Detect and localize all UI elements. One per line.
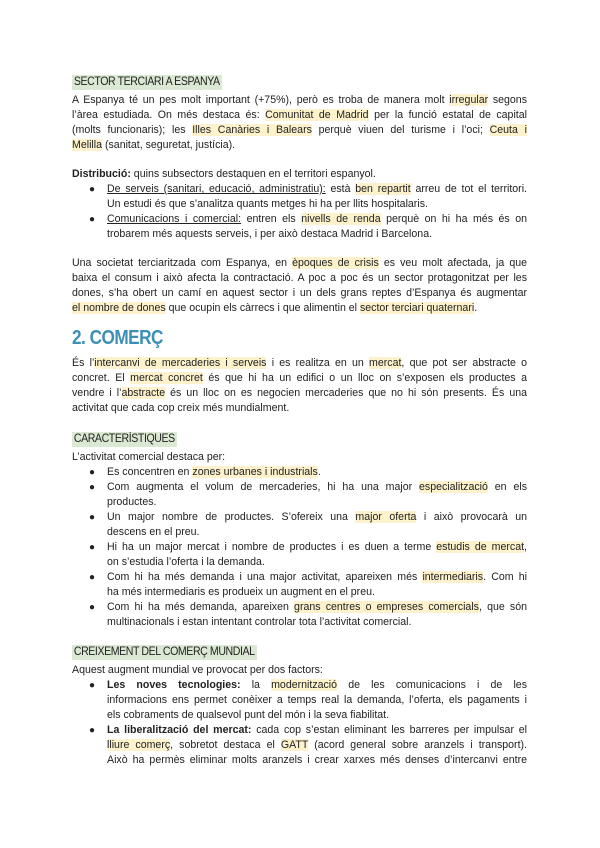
highlighted-text: sector terciari quaternari <box>359 302 475 314</box>
highlighted-text: especialització <box>419 481 488 493</box>
bullet-icon: ● <box>89 482 96 493</box>
paragraph-line <box>72 93 527 108</box>
list-item-line <box>107 555 527 570</box>
text-segment: informacions ens permet conèixer a temps real la demanda, l’oferta, els pagaments i <box>107 694 527 706</box>
text-segment: està <box>325 183 356 195</box>
highlighted-text: estudis de mercat <box>436 541 525 553</box>
text-segment: , sobretot destaca el <box>170 739 281 751</box>
list-item-line <box>107 465 527 480</box>
paragraph-line <box>72 256 527 271</box>
list-item-line <box>107 585 527 600</box>
list-item-line <box>107 525 527 540</box>
text-segment: arreu de tot el territori. <box>410 183 527 195</box>
bullet-icon: ● <box>89 602 96 613</box>
highlighted-text: Illes Canàries i Balears <box>192 124 312 136</box>
highlighted-text: Melilla <box>72 139 103 151</box>
list-item-line <box>107 723 527 738</box>
highlighted-text: abstracte <box>121 387 166 399</box>
list-item-line <box>107 480 527 495</box>
text-segment: . <box>474 302 478 314</box>
list-item-line <box>107 540 527 555</box>
highlighted-text: Ceuta i <box>489 124 527 136</box>
highlighted-text: irregular <box>449 94 489 106</box>
list-item-line <box>107 753 527 768</box>
bullet-icon: ● <box>89 572 96 583</box>
highlighted-text: grans centres o empreses comercials <box>294 601 479 613</box>
list-item-line <box>107 197 527 212</box>
highlighted-text: lliure comerç <box>107 739 171 751</box>
list-item-line <box>107 600 527 615</box>
text-segment: Un estudi és que s’analitza quants metges hi ha per llits hospitalaris. <box>107 198 428 210</box>
text-segment: Una societat terciaritzada com Espanya, en <box>72 257 293 269</box>
text-segment: Un major nombre de productes. S’ofereix una <box>107 511 356 523</box>
list-item-line <box>107 708 527 723</box>
list-item-term: Comunicacions i comercial: <box>107 213 242 225</box>
text-segment: Això ha permès eliminar molts aranzels i crear xarxes més denses d’intercanvi entre <box>107 754 527 766</box>
paragraph-line <box>72 386 527 401</box>
text-segment: . Com hi <box>483 571 527 583</box>
text-segment: concret. El <box>72 372 131 384</box>
text-segment: Com hi ha més demanda i una major activitat, apareixen més <box>107 571 423 583</box>
intro-line: Aquest augment mundial ve provocat per dos factors: <box>72 664 323 676</box>
text-segment: (sanitat, seguretat, justícia). <box>102 139 236 151</box>
list-item-line <box>107 227 527 242</box>
text-segment: vendre i l’ <box>72 387 122 399</box>
list-item-line <box>107 510 527 525</box>
highlighted-text: el nombre de dones <box>72 302 166 314</box>
bullet-icon: ● <box>89 512 96 523</box>
paragraph-line <box>72 401 527 416</box>
text-segment: perquè on hi ha més és on <box>380 213 527 225</box>
distribucio-text: quins subsectors destaquen en el territori espanyol. <box>130 168 376 180</box>
text-segment: per la funció estatal de capital <box>368 109 527 121</box>
text-segment: Es concentren en <box>107 466 193 478</box>
section-heading-creixement: CREIXEMENT DEL COMERÇ MUNDIAL <box>73 646 255 658</box>
text-segment: , <box>524 541 527 553</box>
list-item-text <box>326 183 527 195</box>
intro-line: L’activitat comercial destaca per: <box>72 451 226 463</box>
bullet-icon: ● <box>89 542 96 553</box>
text-segment: Com hi ha més demanda, apareixen <box>107 601 295 613</box>
section-heading-sector-terciari: SECTOR TERCIARI A ESPANYA <box>73 76 220 88</box>
list-item-term: La liberalització del mercat: <box>107 724 252 736</box>
paragraph-line <box>72 356 527 371</box>
bullet-icon: ● <box>89 214 96 225</box>
highlighted-text: èpoques de crisis <box>292 257 379 269</box>
text-segment: (molts funcionaris); les <box>72 124 193 136</box>
text-segment: on s’estudia l’oferta i la demanda. <box>107 556 265 568</box>
highlighted-text: Comunitat de Madrid <box>265 109 369 121</box>
text-segment: es veu molt afectada, ja que <box>378 257 527 269</box>
text-segment: i es realitza en un <box>266 357 370 369</box>
text-segment: perquè viuen del turisme i l’oci; <box>311 124 490 136</box>
list-item-line <box>107 212 527 227</box>
list-item-line <box>107 182 527 197</box>
text-segment: entren els <box>241 213 302 225</box>
bullet-icon: ● <box>89 184 96 195</box>
text-segment: descens en el preu. <box>107 526 200 538</box>
text-segment: . <box>317 466 321 478</box>
list-item-text <box>251 724 527 736</box>
bullet-icon: ● <box>89 725 96 736</box>
highlighted-text: zones urbanes i industrials <box>192 466 318 478</box>
distribucio-label: Distribució: <box>72 168 131 180</box>
text-segment: productes. <box>107 496 157 508</box>
bullet-icon: ● <box>89 680 96 691</box>
text-segment: és un lloc on es negocien mercaderies que no hi són presents. És una <box>165 387 527 399</box>
heading-comerc: 2. COMERÇ <box>72 327 163 349</box>
list-item-text <box>241 679 527 691</box>
text-segment: segons <box>488 94 527 106</box>
list-item-line <box>107 615 527 630</box>
text-segment: en els <box>487 481 527 493</box>
text-segment: és que hi ha un edifici o un lloc on s’exposen els productes a <box>202 372 527 384</box>
highlighted-text: ben repartit <box>355 183 411 195</box>
paragraph-line <box>72 138 527 153</box>
text-segment: els cobraments de qualsevol punt del món i la seva fiabilitat. <box>107 709 390 721</box>
list-item-line <box>107 495 527 510</box>
highlighted-text: mercat concret <box>130 372 203 384</box>
text-segment: A Espanya té un pes molt important (+75%), però es troba de manera molt <box>72 94 450 106</box>
list-item-line <box>107 738 527 753</box>
text-segment: cada cop s’estan eliminant les barreres per impulsar el <box>251 724 527 736</box>
text-segment: , que són <box>478 601 527 613</box>
text-segment: activitat que cada cop creix més mundialment. <box>72 402 290 414</box>
list-item-term: De serveis (sanitari, educació, administratiu): <box>107 183 326 195</box>
text-segment: multinacionals i estan intentant controlar tota l’activitat comercial. <box>107 616 412 628</box>
text-segment: trobarem més aquests serveis, i per això destaca Madrid i Barcelona. <box>107 228 433 240</box>
text-segment: dones, s’ha obert un camí en aquest sector i un dels grans reptes d’Espanya és augmentar <box>72 287 527 299</box>
paragraph-line <box>72 271 527 286</box>
text-segment: Hi ha un major mercat i nombre de productes i es duen a terme <box>107 541 437 553</box>
distribucio-line <box>72 167 527 182</box>
list-item-line <box>107 693 527 708</box>
text-segment: Com augmenta el volum de mercaderies, hi ha una major <box>107 481 419 493</box>
text-segment: l’àrea estudiada. On més destaca és: <box>72 109 266 121</box>
highlighted-text: modernització <box>271 679 338 691</box>
text-segment: ha més intermediaris es produeix un augment en el preu. <box>107 586 375 598</box>
text-segment: És l’ <box>72 357 95 369</box>
text-segment: , que pot ser abstracte o <box>401 357 527 369</box>
highlighted-text: intermediaris <box>422 571 484 583</box>
text-segment: la <box>240 679 272 691</box>
paragraph-line <box>72 286 527 301</box>
paragraph-line <box>72 301 527 316</box>
paragraph-line <box>72 123 527 138</box>
list-item-line <box>107 570 527 585</box>
text-segment: que ocupin els càrrecs i que alimentin el <box>165 302 360 314</box>
list-item-text <box>241 213 527 225</box>
text-segment: i això provocarà un <box>416 511 527 523</box>
list-item-line <box>107 678 527 693</box>
highlighted-text: mercat <box>369 357 402 369</box>
highlighted-text: intercanvi de mercaderies i serveis <box>94 357 267 369</box>
text-segment: (acord general sobre aranzels i transport). <box>308 739 527 751</box>
list-item-term: Les noves tecnologies: <box>107 679 241 691</box>
bullet-icon: ● <box>89 467 96 478</box>
highlighted-text: major oferta <box>355 511 417 523</box>
highlighted-text: nivells de renda <box>301 213 381 225</box>
text-segment: de les comunicacions i de les <box>337 679 527 691</box>
highlighted-text: GATT <box>280 739 309 751</box>
text-segment: baixa el consum i això afecta la contractació. A poc a poc és un sector protagonitzat per les <box>72 272 527 284</box>
paragraph-line <box>72 371 527 386</box>
paragraph-line <box>72 108 527 123</box>
section-heading-caracteristiques: CARACTERÍSTIQUES <box>73 433 175 445</box>
